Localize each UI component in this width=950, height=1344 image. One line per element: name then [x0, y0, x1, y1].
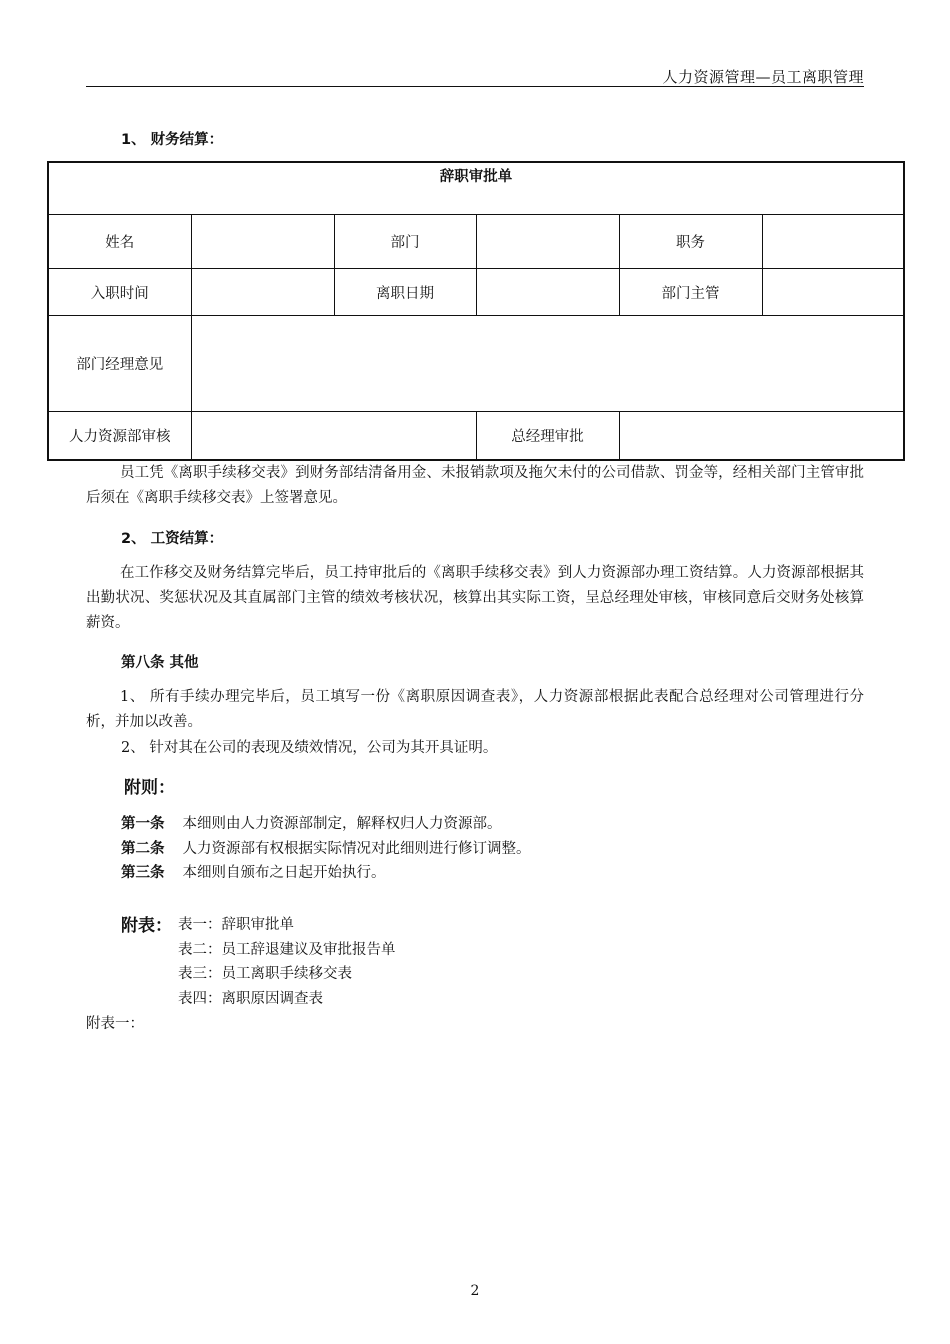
field-department-head[interactable] — [762, 269, 904, 316]
field-hire-date[interactable] — [191, 269, 334, 316]
rule-text: 本细则自颁布之日起开始执行。 — [182, 865, 386, 881]
field-gm-approval[interactable] — [619, 412, 904, 460]
label-department-head: 部门主管 — [619, 269, 762, 316]
article8-item2: 2、 针对其在公司的表现及绩效情况，公司为其开具证明。 — [121, 740, 498, 756]
field-name[interactable] — [191, 215, 334, 269]
header-title: 人力资源管理—员工离职管理 — [662, 68, 864, 86]
appendix-item: 表一：辞职审批单 — [178, 917, 294, 933]
section2-heading: 2、 工资结算： — [121, 531, 224, 547]
label-leave-date: 离职日期 — [334, 269, 476, 316]
label-hire-date: 入职时间 — [48, 269, 191, 316]
rule-label: 第二条 — [121, 841, 165, 857]
form-title: 辞职审批单 — [48, 162, 904, 215]
section1-heading: 1、 财务结算： — [121, 132, 224, 148]
appendix-item: 表四：离职原因调查表 — [178, 991, 323, 1007]
appendix-one-label: 附表一： — [86, 1016, 144, 1032]
label-department: 部门 — [334, 215, 476, 269]
rules-heading: 附则： — [124, 778, 175, 798]
rule-item-3 — [121, 861, 386, 882]
article8-item1: 1、 所有手续办理完毕后，员工填写一份《离职原因调查表》，人力资源部根据此表配合总经理对公司管理进行分析，并加以改善。 — [86, 689, 864, 730]
appendix-item: 表二：员工辞退建议及审批报告单 — [178, 942, 396, 958]
appendix-item: 表三：员工离职手续移交表 — [178, 966, 352, 982]
label-hr-review: 人力资源部审核 — [48, 412, 191, 460]
article8-heading: 第八条 其他 — [121, 655, 199, 671]
field-leave-date[interactable] — [476, 269, 619, 316]
rule-text: 人力资源部有权根据实际情况对此细则进行修订调整。 — [182, 841, 531, 857]
resignation-approval-form — [47, 161, 905, 461]
page-number: 2 — [470, 1283, 480, 1299]
field-department[interactable] — [476, 215, 619, 269]
rule-text: 本细则由人力资源部制定，解释权归人力资源部。 — [182, 816, 502, 832]
label-name: 姓名 — [48, 215, 191, 269]
header-rule — [86, 86, 864, 87]
label-gm-approval: 总经理审批 — [476, 412, 619, 460]
label-manager-opinion: 部门经理意见 — [48, 316, 191, 412]
field-hr-review[interactable] — [191, 412, 476, 460]
rule-label: 第一条 — [121, 816, 165, 832]
finance-paragraph: 员工凭《离职手续移交表》到财务部结清备用金、未报销款项及拖欠未付的公司借款、罚金等，经相关部门主管审批后须在《离职手续移交表》上签署意见。 — [86, 465, 864, 506]
field-position[interactable] — [762, 215, 904, 269]
salary-paragraph: 在工作移交及财务结算完毕后，员工持审批后的《离职手续移交表》到人力资源部办理工资结算。人力资源部根据其出勤状况、奖惩状况及其直属部门主管的绩效考核状况，核算出其实际工资，呈总经理处审核，审核同意后交财务处核算薪资。 — [86, 565, 864, 631]
field-manager-opinion[interactable] — [191, 316, 904, 412]
rule-item-1 — [121, 812, 502, 833]
rule-label: 第三条 — [121, 865, 165, 881]
label-position: 职务 — [619, 215, 762, 269]
appendix-label: 附表： — [121, 916, 172, 936]
rule-item-2 — [121, 837, 531, 858]
